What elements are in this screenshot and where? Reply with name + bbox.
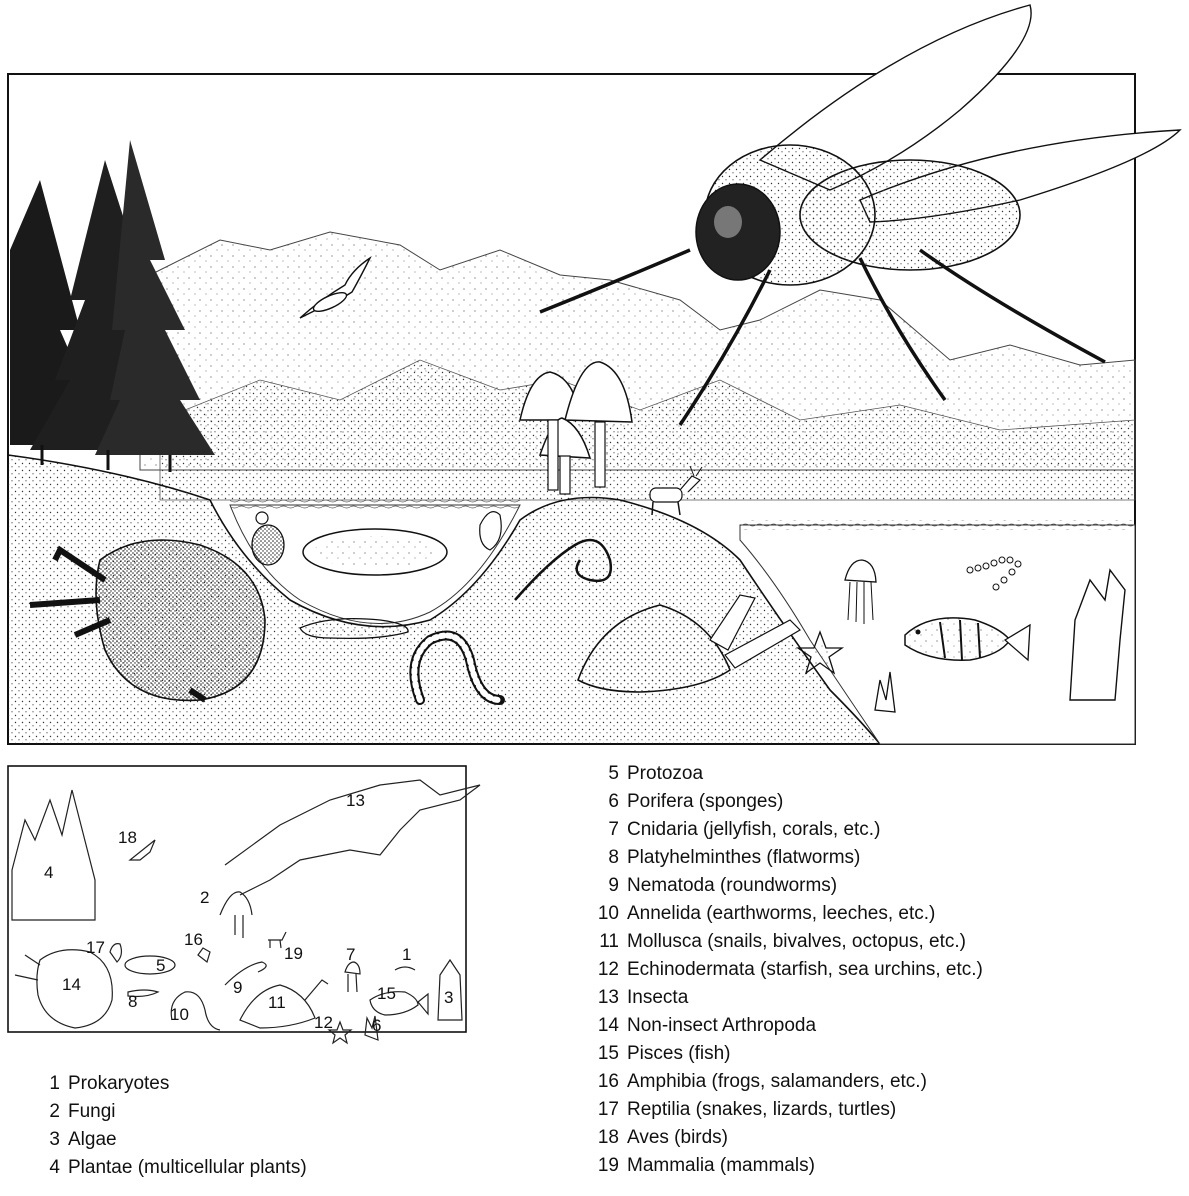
legend-label: Annelida (earthworms, leeches, etc.)	[627, 903, 936, 924]
legend-item	[597, 760, 983, 788]
legend-number: 17	[597, 1099, 619, 1120]
legend-item	[597, 1012, 983, 1040]
key-label-11: 11	[268, 993, 286, 1012]
legend-right	[597, 760, 983, 1180]
key-label-5: 5	[156, 956, 166, 975]
legend-label: Nematoda (roundworms)	[627, 875, 838, 896]
legend-item	[597, 1068, 983, 1096]
legend-label: Non-insect Arthropoda	[627, 1015, 817, 1036]
legend-label: Cnidaria (jellyfish, corals, etc.)	[627, 819, 881, 840]
key-label-12: 12	[314, 1013, 333, 1032]
legend-item	[597, 984, 983, 1012]
legend-label: Fungi	[68, 1101, 116, 1122]
legend-label: Plantae (multicellular plants)	[68, 1157, 307, 1178]
legend-number: 13	[597, 987, 619, 1008]
legend-item	[597, 956, 983, 984]
legend-item	[597, 1040, 983, 1068]
legend-item	[38, 1126, 307, 1154]
legend-number: 6	[608, 791, 619, 812]
key-label-16: 16	[184, 930, 203, 949]
legend-number: 14	[597, 1015, 619, 1036]
key-label-7: 7	[346, 945, 356, 964]
key-label-6: 6	[372, 1016, 382, 1035]
legend-number: 12	[597, 959, 619, 980]
key-label-14: 14	[62, 975, 81, 994]
legend-item	[38, 1098, 307, 1126]
legend-label: Echinodermata (starfish, sea urchins, etc.)	[627, 959, 983, 980]
legend-number: 5	[608, 763, 619, 784]
key-label-8: 8	[128, 992, 138, 1011]
legend-number: 15	[597, 1043, 619, 1064]
legend-item	[38, 1154, 307, 1182]
legend-item	[597, 928, 983, 956]
legend-number: 19	[597, 1155, 619, 1176]
legend-label: Insecta	[627, 987, 689, 1008]
legend-item	[597, 816, 983, 844]
legend-left	[38, 1070, 307, 1182]
legend-number: 16	[597, 1071, 619, 1092]
legend-number: 2	[49, 1101, 60, 1122]
legend-number: 10	[597, 903, 619, 924]
legend-item	[597, 1152, 983, 1180]
legend-label: Amphibia (frogs, salamanders, etc.)	[627, 1071, 927, 1092]
legend-item	[38, 1070, 307, 1098]
paramecium	[303, 529, 447, 575]
key-label-2: 2	[200, 888, 210, 907]
legend-item	[597, 1124, 983, 1152]
legend-label: Mollusca (snails, bivalves, octopus, etc.)	[627, 931, 966, 952]
legend-label: Porifera (sponges)	[627, 791, 784, 812]
key-label-18: 18	[118, 828, 137, 847]
legend-label: Aves (birds)	[627, 1127, 729, 1148]
legend-item	[597, 872, 983, 900]
legend-item	[597, 900, 983, 928]
legend-item	[597, 1096, 983, 1124]
key-label-9: 9	[233, 978, 243, 997]
legend-number: 18	[597, 1127, 619, 1148]
key-map	[0, 760, 500, 1060]
legend-number: 8	[608, 847, 619, 868]
legend-number: 9	[608, 875, 619, 896]
key-label-17: 17	[86, 938, 105, 957]
key-label-15: 15	[377, 984, 396, 1003]
legend-label: Platyhelminthes (flatworms)	[627, 847, 861, 868]
legend-item	[597, 788, 983, 816]
legend-number: 11	[599, 931, 619, 952]
key-label-13: 13	[346, 791, 365, 810]
legend-label: Protozoa	[627, 763, 704, 784]
key-label-3: 3	[444, 988, 454, 1007]
legend-number: 3	[49, 1129, 60, 1150]
key-label-10: 10	[170, 1005, 189, 1024]
legend-number: 1	[49, 1073, 60, 1094]
key-label-4: 4	[44, 863, 54, 882]
legend-number: 7	[608, 819, 619, 840]
key-label-1: 1	[402, 945, 412, 964]
legend-item	[597, 844, 983, 872]
legend-label: Mammalia (mammals)	[627, 1155, 815, 1176]
legend-number: 4	[49, 1157, 60, 1178]
legend-label: Pisces (fish)	[627, 1043, 731, 1064]
legend-label: Prokaryotes	[68, 1073, 170, 1094]
legend-label: Algae	[68, 1129, 117, 1150]
key-label-19: 19	[284, 944, 303, 963]
legend-label: Reptilia (snakes, lizards, turtles)	[627, 1099, 897, 1120]
